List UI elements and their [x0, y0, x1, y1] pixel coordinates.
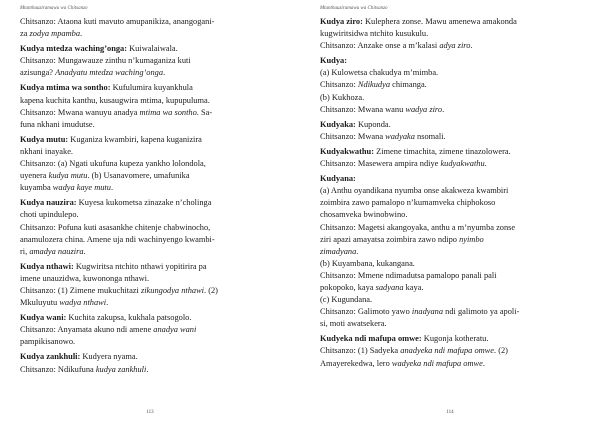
- entry-text: .: [442, 104, 445, 114]
- entry-text: Kuiwalaiwala.: [127, 44, 178, 54]
- entry-text: Chitsanzo: Ataona kuti mavuto amupanikiza, anangogani-: [20, 17, 215, 26]
- entry-text: .: [482, 358, 485, 368]
- entry-text: . (b) Usanavomere, umafunika: [87, 171, 190, 181]
- entry-line: [320, 131, 586, 143]
- dictionary-entry: [20, 16, 280, 40]
- entry-line: [320, 173, 586, 185]
- entry-line: [20, 297, 280, 309]
- entry-text: Chitsanzo: Mmene ndimadutsa pamalopo panali pali: [320, 270, 497, 280]
- entry-line: [320, 146, 586, 158]
- entry-line: [20, 246, 280, 258]
- entry-line: [320, 104, 586, 116]
- example-italic: anadya wani: [153, 325, 197, 335]
- entry-line: [20, 134, 280, 146]
- entry-text: Chitsanzo: Magetsi akangoyaka, anthu a m’nyumba zonse: [320, 222, 516, 232]
- entry-line: [320, 333, 586, 345]
- dictionary-entry: [20, 82, 280, 130]
- headword: Kudyana:: [320, 174, 356, 184]
- dictionary-entry: [20, 351, 280, 375]
- entry-text: (a) Kulowetsa chakudya m’mimba.: [320, 68, 439, 78]
- entry-line: [320, 306, 586, 318]
- entry-text: kaya.: [403, 282, 424, 292]
- running-head-left: Mtanthauziramawu wa Chitsanzo: [20, 6, 88, 11]
- entry-line: [20, 312, 280, 324]
- entry-text: . (2): [494, 346, 508, 356]
- right-entries: [320, 16, 586, 370]
- entry-text: .: [83, 246, 86, 256]
- example-italic: wadya nthawi: [59, 298, 107, 308]
- entry-line: [20, 119, 280, 131]
- entry-text: (b) Kuyambana, kukangana.: [320, 258, 415, 268]
- entry-line: [20, 170, 280, 182]
- entry-text: .: [80, 29, 83, 39]
- entry-text: nsomali.: [414, 131, 446, 141]
- entry-line: [20, 146, 280, 158]
- entry-line: [320, 28, 586, 40]
- left-entries: [20, 16, 280, 376]
- entry-line: [20, 158, 280, 170]
- example-italic: Anadyatu mtedza waching’onga: [55, 68, 164, 78]
- dictionary-entry: [20, 197, 280, 257]
- entry-line: [320, 67, 586, 79]
- entry-text: pokopoko, kaya: [320, 282, 376, 292]
- entry-text: Amayerekedwa, lero: [320, 358, 392, 368]
- dictionary-entry: [320, 119, 586, 143]
- entry-text: Kuchita zakupsa, kukhala patsogolo.: [66, 313, 192, 323]
- entry-text: uyenera: [20, 171, 49, 181]
- entry-text: Chitsanzo: Galimoto yawo: [320, 307, 412, 317]
- headword: Kudyakwathu:: [320, 146, 374, 156]
- headword: Kudya:: [320, 56, 347, 66]
- headword: Kudya zankhuli:: [20, 352, 81, 362]
- entry-text: Kudyera nyama.: [80, 352, 138, 362]
- example-italic: wadyaka: [385, 131, 415, 141]
- entry-text: . (2): [204, 285, 218, 295]
- dictionary-entry: [320, 16, 586, 52]
- entry-text: .: [163, 68, 166, 78]
- entry-text: funa nkhani imudutse.: [20, 119, 95, 129]
- entry-text: Kuyesa kukometsa zinazake n’cholinga: [76, 198, 212, 208]
- entry-text: chimanga.: [390, 80, 427, 90]
- entry-text: . Sa-: [196, 107, 213, 117]
- entry-line: [20, 324, 280, 336]
- dictionary-entry: [320, 55, 586, 115]
- entry-line: [320, 294, 586, 306]
- entry-text: Kulephera zonse. Mawu amenewa amakonda: [362, 17, 517, 26]
- entry-text: ri,: [20, 246, 30, 256]
- entry-text: (c) Kugundana.: [320, 295, 373, 305]
- page-number-left: 113: [146, 410, 154, 415]
- entry-text: .: [356, 246, 359, 256]
- entry-line: [20, 285, 280, 297]
- example-italic: zodya mpamba: [29, 29, 81, 39]
- headword: Kudya nauzira:: [20, 198, 77, 208]
- entry-line: [20, 107, 280, 119]
- example-italic: sadyana: [375, 282, 404, 292]
- entry-line: [20, 209, 280, 221]
- example-italic: zimadyana: [320, 246, 357, 256]
- entry-text: anamulozera china. Amene uja ndi wachinyengo kwambi-: [20, 234, 215, 244]
- dictionary-entry: [20, 312, 280, 348]
- headword: Kudya nthawi:: [20, 261, 74, 271]
- dictionary-entry: [20, 134, 280, 194]
- entry-text: .: [146, 364, 149, 374]
- entry-text: Chitsanzo: Pofuna kuti asasankhe chitenje chabwinocho,: [20, 222, 211, 232]
- entry-line: [20, 43, 280, 55]
- entry-text: Chitsanzo: Anyamata akuno ndi amene: [20, 325, 154, 335]
- entry-text: .: [470, 41, 473, 51]
- entry-line: [320, 185, 586, 197]
- entry-text: Zimene timachita, zimene tinazolowera.: [374, 146, 511, 156]
- entry-line: [20, 95, 280, 107]
- entry-text: Chitsanzo: Ndikufuna: [20, 364, 96, 374]
- example-italic: kudya mutu: [48, 171, 88, 181]
- entry-line: [20, 197, 280, 209]
- entry-text: (a) Anthu oyandikana nyumba onse akakweza kwambiri: [320, 186, 509, 196]
- entry-line: [20, 364, 280, 376]
- example-italic: adya ziro: [439, 41, 471, 51]
- example-italic: amadya nauzira: [29, 246, 84, 256]
- entry-line: [20, 82, 280, 94]
- entry-text: .: [484, 159, 487, 169]
- entry-line: [320, 234, 586, 246]
- entry-line: [320, 209, 586, 221]
- example-italic: kudyakwathu: [440, 159, 485, 169]
- example-italic: wadyeka ndi mafupa omwe: [391, 358, 483, 368]
- example-italic: anadyeka ndi mafupa omwe: [400, 346, 494, 356]
- entry-line: [20, 351, 280, 363]
- entry-text: si, moti awatsekera.: [320, 319, 387, 329]
- entry-text: kugwiritsidwa ntchito kusukulu.: [320, 29, 429, 39]
- entry-text: .: [106, 298, 109, 308]
- entry-text: Kuponda.: [355, 119, 391, 129]
- example-italic: wadya kaye mutu: [52, 183, 111, 193]
- entry-text: Kugonja kotheratu.: [421, 334, 489, 344]
- dictionary-entry: [320, 146, 586, 170]
- headword: Kudya mtedza waching’onga:: [20, 44, 128, 54]
- example-italic: nyimbo: [459, 234, 484, 244]
- entry-text: Chitsanzo: (a) Ngati ukufuna kupeza yankho lolondola,: [20, 159, 206, 169]
- entry-text: choti upindulepo.: [20, 210, 79, 220]
- entry-text: Kugwiritsa ntchito nthawi yopitirira pa: [73, 261, 207, 271]
- headword: Kudya wani:: [20, 313, 67, 323]
- entry-line: [20, 28, 280, 40]
- example-italic: wadya ziro: [405, 104, 443, 114]
- entry-text: Chitsanzo: Anzake onse a m’kalasi: [320, 41, 440, 51]
- entry-line: [320, 79, 586, 91]
- entry-text: Chitsanzo: Mungawauze zinthu n’kumaganiza kuti: [20, 56, 191, 66]
- headword: Kudya mutu:: [20, 134, 69, 144]
- example-italic: mtima wa sontho: [139, 107, 197, 117]
- headword: Kudyaka:: [320, 119, 356, 129]
- entry-line: [20, 336, 280, 348]
- dictionary-entry: [320, 333, 586, 369]
- entry-line: [320, 92, 586, 104]
- entry-text: zoimbira zawo pamalopo n’kumamveka chiphokoso: [320, 198, 496, 208]
- entry-text: Chitsanzo: (1) Zimene mukuchitazi: [20, 285, 141, 295]
- entry-line: [320, 222, 586, 234]
- entry-text: za: [20, 29, 30, 39]
- entry-line: [20, 234, 280, 246]
- entry-line: [20, 273, 280, 285]
- headword: Kudya mtima wa sontho:: [20, 83, 111, 93]
- entry-line: [20, 222, 280, 234]
- entry-text: pampikisanowo.: [20, 337, 76, 347]
- entry-line: [320, 55, 586, 67]
- entry-line: [20, 16, 280, 28]
- entry-text: nkhani inayake.: [20, 146, 74, 156]
- headword: Kudya ziro:: [320, 17, 363, 26]
- entry-text: Kufulumira kuyankhula: [110, 83, 193, 93]
- entry-line: [320, 16, 586, 28]
- entry-text: Chitsanzo: Masewera ampira ndiye: [320, 159, 441, 169]
- right-page: [300, 0, 600, 424]
- entry-line: [320, 358, 586, 370]
- entry-text: Chitsanzo: Mwana: [320, 131, 386, 141]
- entry-text: Chitsanzo: Mwana wanuyu anadya: [20, 107, 140, 117]
- example-italic: Ndikudya: [357, 80, 391, 90]
- running-head-right: Mtanthauziramawu wa Chitsanzo: [320, 6, 388, 11]
- entry-text: .: [110, 183, 114, 193]
- entry-line: [320, 258, 586, 270]
- entry-line: [20, 261, 280, 273]
- entry-line: [320, 345, 586, 357]
- entry-text: azisunga?: [20, 68, 56, 78]
- entry-line: [320, 40, 586, 52]
- entry-text: ndi galimoto ya apoli-: [443, 307, 520, 317]
- entry-text: Chitsanzo: Mwana wanu: [320, 104, 406, 114]
- entry-line: [320, 158, 586, 170]
- entry-text: kuyamba: [20, 183, 53, 193]
- entry-text: ziri apazi amayatsa zoimbira zawo ndipo: [320, 234, 460, 244]
- entry-line: [320, 282, 586, 294]
- dictionary-entry: [320, 173, 586, 330]
- entry-line: [320, 119, 586, 131]
- example-italic: zikungodya nthawi: [140, 285, 204, 295]
- entry-line: [320, 318, 586, 330]
- entry-text: chosamveka bwinobwino.: [320, 210, 408, 220]
- example-italic: inadyana: [411, 307, 444, 317]
- entry-text: imene unauzidwa, kuwononga nthawi.: [20, 273, 150, 283]
- headword: Kudyeka ndi mafupa omwe:: [320, 334, 422, 344]
- entry-line: [20, 67, 280, 79]
- entry-line: [20, 55, 280, 67]
- dictionary-entry: [20, 261, 280, 309]
- entry-line: [320, 246, 586, 258]
- entry-text: Kuganiza kwambiri, kapena kuganizira: [68, 134, 202, 144]
- entry-line: [20, 182, 280, 194]
- page-number-right: 114: [446, 410, 454, 415]
- entry-text: (b) Kukhoza.: [320, 92, 365, 102]
- dictionary-entry: [20, 43, 280, 79]
- entry-text: Chitsanzo:: [320, 80, 358, 90]
- example-italic: kudya zankhuli: [95, 364, 147, 374]
- entry-line: [320, 197, 586, 209]
- entry-text: Mkuluyutu: [20, 298, 60, 308]
- entry-line: [320, 270, 586, 282]
- entry-text: Chitsanzo: (1) Sadyeka: [320, 346, 401, 356]
- entry-text: kapena kuchita kanthu, kusaugwira mtima, kupupuluma.: [20, 95, 210, 105]
